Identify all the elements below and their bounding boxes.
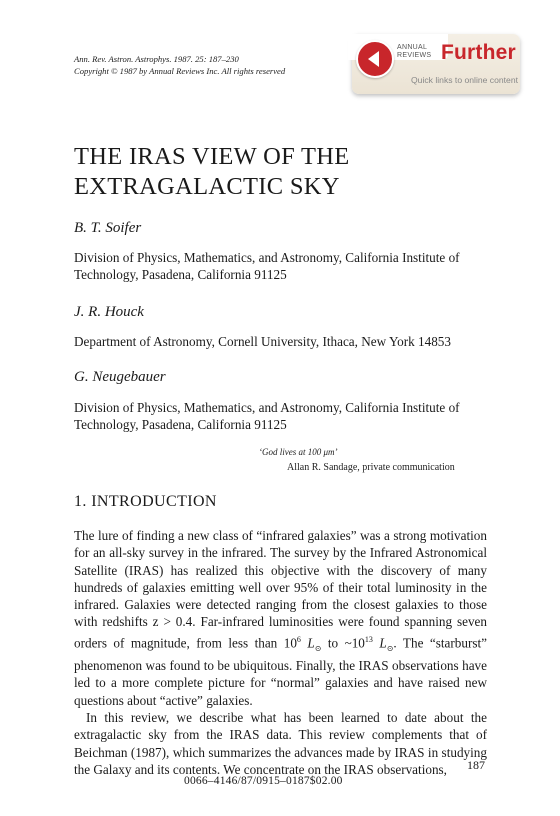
title-line-2: EXTRAGALACTIC SKY [74,173,340,200]
footer-code: 0066–4146/87/0915–0187$02.00 [184,775,343,787]
journal-citation [74,54,344,77]
paragraph: The lure of finding a new class of “infrared galaxies” was a strong motivation for an all-sky survey in the infrared. The survey by the Infrared Astronomical Satellite (IRAS) has realized this objective with the discovery of many hundreds of galaxies emitting well over 95% of their total luminosity in the infrared. Galaxies were detected ranging from the closest galaxies to those with redshifts z > 0.4. Far-infrared luminosities were found spanning seven orders of magnitude, from less than $10^6$ $L_⊙$ to $\sim 10^{13}$ $L_⊙$. The “starburst” phenomenon was found to be ubiquitous. Finally, the IRAS observations have led to a more complete picture for “normal” galaxies and have raised new questions about “active” galaxies. [74,528,487,708]
page-number: 187 [467,758,485,772]
epigraph-attribution: Allan R. Sandage, private communication [287,462,455,473]
badge-subtitle[interactable]: Quick links to online content [411,75,519,85]
epigraph-quote: ‘God lives at 100 μm’ [259,447,338,457]
author-name: B. T. Soifer [74,220,142,236]
play-arrow-icon [356,40,394,78]
further-badge[interactable] [352,34,520,94]
paragraph: In this review, we describe what has been learned to date about the extragalactic sky from the IRAS data. This review complements that of Beichman (1987), which summarizes the advances made by IRAS in studying the Galaxy and its contents. We concentrate on the IRAS observations, [74,710,487,777]
article-title [74,142,494,202]
citation-line-2: Copyright © 1987 by Annual Reviews Inc. All rights reserved [74,65,286,76]
badge-further-label: Further [441,41,516,64]
citation-line-1: Ann. Rev. Astron. Astrophys. 1987. 25: 187–230 [74,54,239,64]
author-affiliation: Division of Physics, Mathematics, and Astronomy, California Institute of Technology, Pasadena, California 91125 [74,250,460,282]
section-heading: 1. INTRODUCTION [74,493,217,510]
badge-annual-reviews: ANNUAL REVIEWS [397,44,432,59]
author-name: G. Neugebauer [74,369,166,385]
title-line-1: THE IRAS VIEW OF THE [74,143,350,170]
body-text [74,527,487,778]
author-affiliation: Division of Physics, Mathematics, and Astronomy, California Institute of Technology, Pasadena, California 91125 [74,400,460,432]
author-name: J. R. Houck [74,304,144,320]
author-affiliation: Department of Astronomy, Cornell University, Ithaca, New York 14853 [74,334,451,349]
